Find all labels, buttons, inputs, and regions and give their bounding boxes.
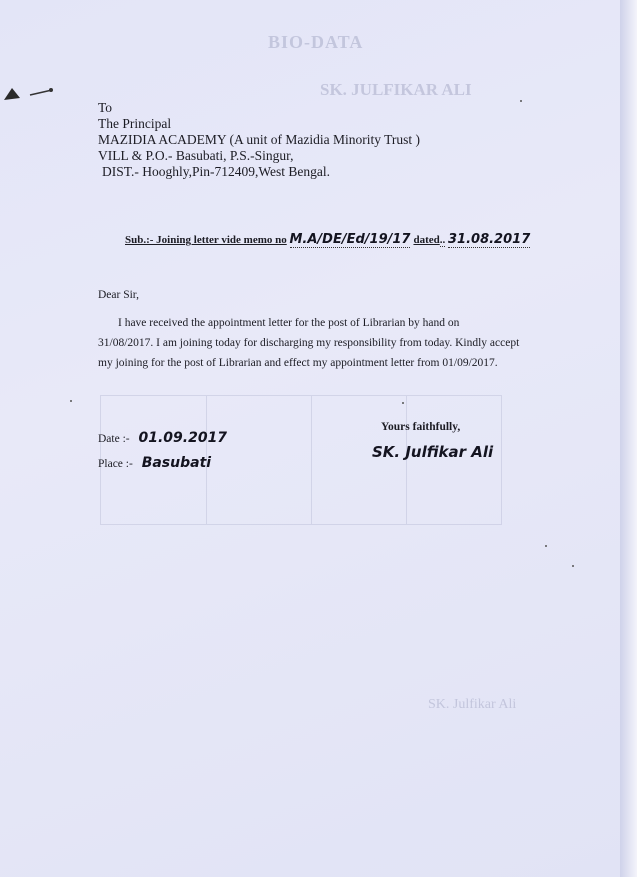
date-field <box>98 430 227 446</box>
ghost-title: BIO-DATA <box>268 32 364 52</box>
date-label: Date :- <box>98 433 130 445</box>
subject-line: Sub.:- Joining letter vide memo no M.A/DE/Ed/19/17 dated.. 31.08.2017 <box>125 232 531 247</box>
body-line: I have received the appointment letter for the post of Librarian by hand on <box>118 317 460 329</box>
memo-number: M.A/DE/Ed/19/17 <box>289 232 411 247</box>
speck <box>70 400 72 402</box>
place-label: Place :- <box>98 458 133 470</box>
speck <box>520 100 522 102</box>
subject-date: 31.08.2017 <box>448 232 531 247</box>
speck <box>572 565 574 567</box>
staple-mark-icon <box>0 50 60 105</box>
subject-prefix: Sub.:- Joining letter vide memo no <box>125 234 287 246</box>
ghost-name: SK. JULFIKAR ALI <box>320 80 472 99</box>
signature: SK. Julfikar Ali <box>372 443 494 461</box>
salutation: Dear Sir, <box>98 289 140 301</box>
address-line: The Principal <box>98 116 172 131</box>
address-line: VILL & P.O.- Basubati, P.S.-Singur, <box>98 148 294 163</box>
address-line: MAZIDIA ACADEMY (A unit of Mazidia Minority Trust ) <box>98 132 421 147</box>
speck <box>402 402 404 404</box>
speck <box>545 545 547 547</box>
ghost-signature: SK. Julfikar Ali <box>428 697 517 712</box>
recipient-address <box>98 100 420 180</box>
address-line: DIST.- Hooghly,Pin-712409,West Bengal. <box>102 164 331 179</box>
body-line: 31/08/2017. I am joining today for discharging my responsibility from today. Kindly accept <box>98 337 520 349</box>
date-value: 01.09.2017 <box>138 430 228 446</box>
body-line: my joining for the post of Librarian and effect my appointment letter from 01/09/2017. <box>98 357 498 369</box>
address-line: To <box>98 100 113 115</box>
place-value: Basubati <box>141 455 212 471</box>
place-field <box>98 455 211 471</box>
subject-dated: dated <box>413 234 440 246</box>
scanner-edge <box>620 0 637 877</box>
closing: Yours faithfully, <box>381 421 461 433</box>
letter-body <box>98 313 532 373</box>
